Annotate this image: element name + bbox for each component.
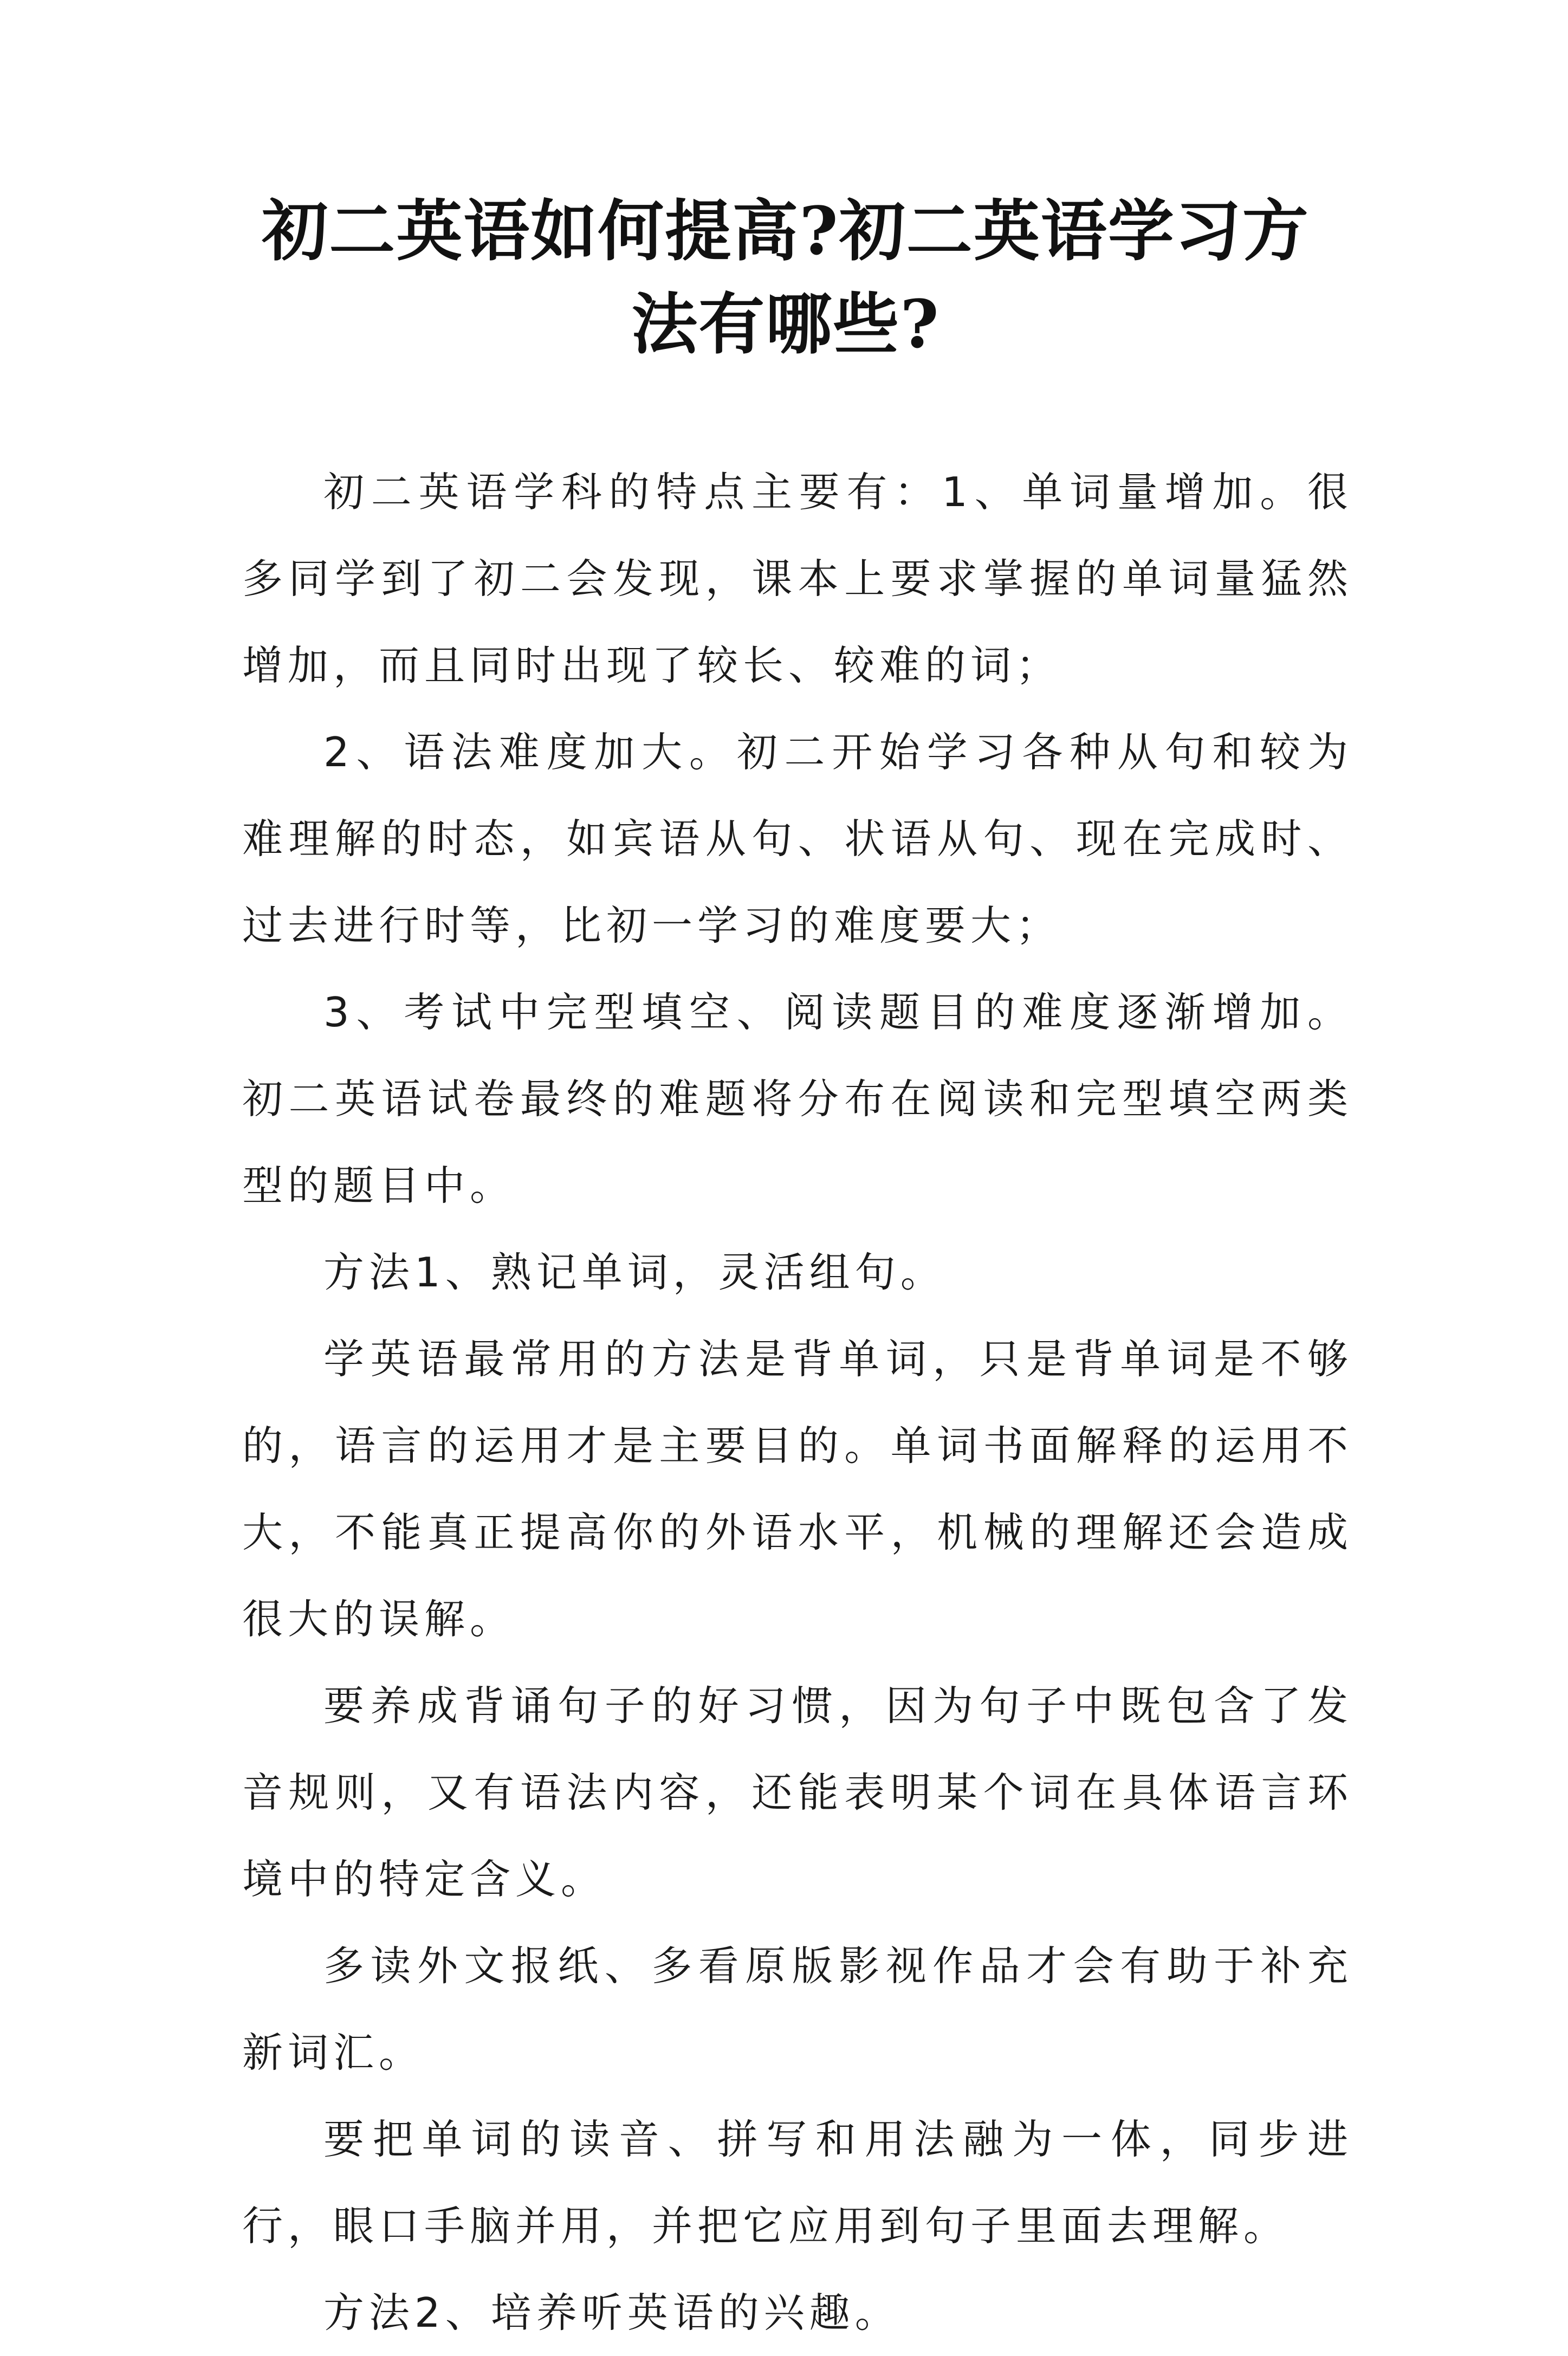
paragraph-vocabulary: 学英语最常用的方法是背单词，只是背单词是不够的，语言的运用才是主要目的。单词书面解释的运用不大，不能真正提高你的外语水平，机械的理解还会造成很大的误解。 [242,1335,1353,1643]
paragraph-method-2-heading: 方法2、培养听英语的兴趣。 [323,2289,900,2336]
document-title: 初二英语如何提高?初二英语学习方法有哪些? [262,192,1310,363]
document-body [242,449,1353,2356]
paragraph-sentences: 要养成背诵句子的好习惯，因为句子中既包含了发音规则，又有语法内容，还能表明某个词在具体语言环境中的特定含义。 [242,1682,1353,1903]
paragraph-features: 初二英语学科的特点主要有：1、单词量增加。很多同学到了初二会发现，课本上要求掌握的单词量猛然增加，而且同时出现了较长、较难的词； [242,468,1353,689]
paragraph-grammar: 2、语法难度加大。初二开始学习各种从句和较为难理解的时态，如宾语从句、状语从句、现在完成时、过去进行时等，比初一学习的难度要大； [242,728,1353,949]
paragraph-exam: 3、考试中完型填空、阅读题目的难度逐渐增加。初二英语试卷最终的难题将分布在阅读和完型填空两类型的题目中。 [242,988,1353,1209]
paragraph-reading: 多读外文报纸、多看原版影视作品才会有助于补充新词汇。 [242,1942,1353,2076]
paragraph-integration: 要把单词的读音、拼写和用法融为一体，同步进行，眼口手脑并用，并把它应用到句子里面去理解。 [242,2115,1353,2250]
paragraph-method-1-heading: 方法1、熟记单词，灵活组句。 [323,1248,946,1296]
